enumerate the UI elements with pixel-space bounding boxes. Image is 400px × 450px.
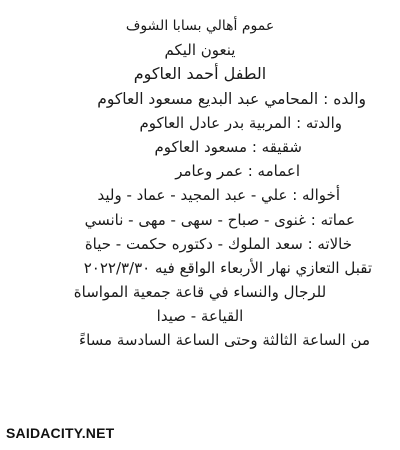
condolence-location-line: القياعة - صيدا [156, 307, 244, 326]
condolence-venue-line: للرجال والنساء في قاعة جمعية المواساة [73, 283, 327, 302]
condolence-hours-line: من الساعة الثالثة وحتى الساعة السادسة مساءً [79, 331, 370, 350]
site-watermark: SAIDACITY.NET [6, 425, 115, 441]
deceased-name: الطفل أحمد العاكوم [133, 64, 267, 84]
paternal-aunts-line: عماته : غنوى - صباح - سهى - مهى - نانسي [84, 210, 355, 229]
condolence-date-line: تقبل التعازي نهار الأربعاء الواقع فيه ٢٠٢٢/٣/٣٠ [83, 258, 372, 277]
paternal-uncles-line: اعمامه : عمر وعامر [175, 162, 300, 181]
notice-announce: ينعون اليكم [164, 41, 236, 60]
mother-line: والدته : المربية بدر عادل العاكوم [139, 113, 342, 132]
maternal-aunts-line: خالاته : سعد الملوك - دكتوره حكمت - حياة [84, 234, 352, 253]
father-line: والده : المحامي عبد البديع مسعود العاكوم [97, 89, 366, 108]
obituary-notice [0, 14, 400, 353]
maternal-uncles-line: أخواله : علي - عبد المجيد - عماد - وليد [97, 186, 340, 205]
brother-line: شقيقه : مسعود العاكوم [154, 137, 302, 156]
notice-heading: عموم أهالي بسابا الشوف [125, 18, 275, 34]
